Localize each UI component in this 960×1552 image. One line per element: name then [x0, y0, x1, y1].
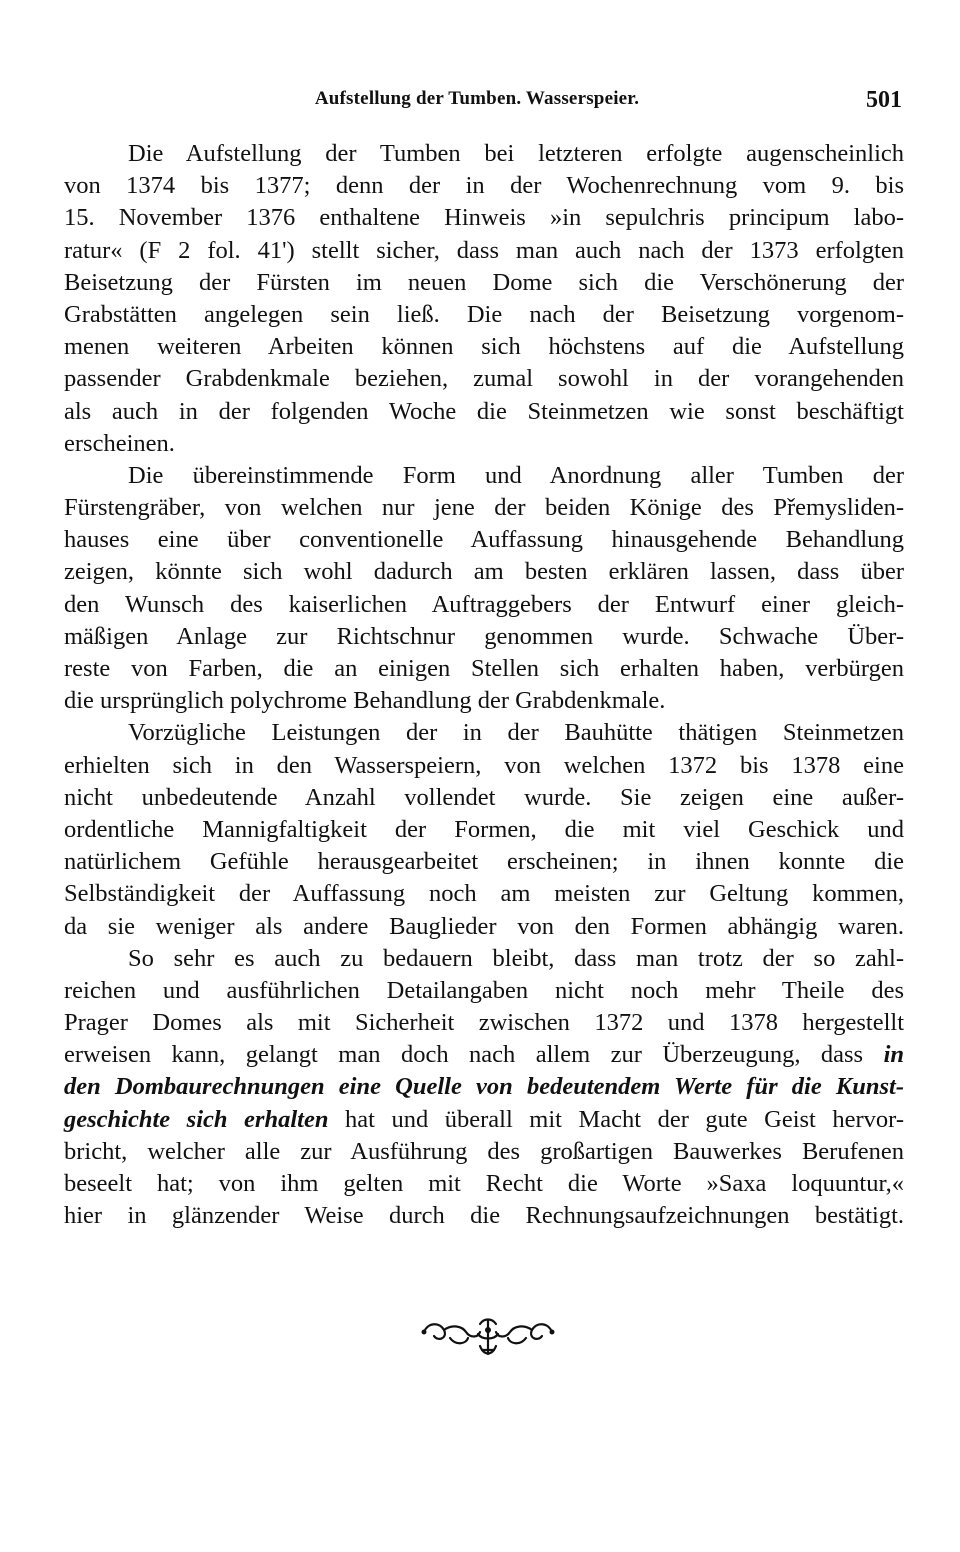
text-line: reste von Farben, die an einigen Stellen sich erhalten haben, verbürgen [64, 655, 904, 682]
text-line: 15. November 1376 enthaltene Hinweis »in sepulchris principum labo- [64, 204, 904, 232]
text-line: Selbständigkeit der Auffassung noch am meisten zur Geltung kommen, [64, 880, 904, 908]
text-line [64, 1039, 904, 1071]
text-run: hat und überall mit Macht der gute Geist hervor- [328, 1105, 904, 1133]
text-line: natürlichem Gefühle herausgearbeitet erscheinen; in ihnen konnte die [64, 848, 904, 876]
text-line: menen weiteren Arbeiten können sich höchstens auf die Aufstellung [64, 333, 904, 361]
text-line: hauses eine über conventionelle Auffassung hinausgehende Behandlung [64, 526, 904, 554]
text-line: erscheinen. [64, 429, 175, 457]
text-line [64, 1104, 904, 1136]
text-line: Prager Domes als mit Sicherheit zwischen 1372 und 1378 hergestellt [64, 1009, 904, 1037]
page-number: 501 [866, 87, 902, 113]
text-line: ordentliche Mannigfaltigkeit der Formen, die mit viel Geschick und [64, 815, 904, 843]
text-line: passender Grabdenkmale beziehen, zumal sowohl in der vorangehenden [64, 365, 904, 393]
text-line: da sie weniger als andere Bauglieder von den Formen abhängig waren. [64, 912, 904, 940]
text-line: hier in glänzender Weise durch die Rechnungsaufzeichnungen bestätigt. [64, 1202, 904, 1230]
text-line: nicht unbedeutende Anzahl vollendet wurde. Sie zeigen eine außer- [64, 783, 904, 811]
running-header [64, 88, 902, 118]
text-line: So sehr es auch zu bedauern bleibt, dass man trotz der so zahl- [128, 944, 904, 972]
text-run: erweisen kann, gelangt man doch nach allem zur Überzeugung, dass [64, 1041, 884, 1069]
text-line: Beisetzung der Fürsten im neuen Dome sich die Verschönerung der [64, 268, 904, 296]
text-line: zeigen, könnte sich wohl dadurch am besten erklären lassen, dass über [64, 558, 904, 586]
text-line: Vorzügliche Leistungen der in der Bauhütte thätigen Steinmetzen [128, 719, 904, 747]
text-line: reichen und ausführlichen Detailangaben nicht noch mehr Theile des [64, 976, 904, 1004]
text-line: den Wunsch des kaiserlichen Auftraggebers der Entwurf einer gleich- [64, 590, 904, 618]
text-line: Grabstätten angelegen sein ließ. Die nach der Beisetzung vorgenom- [64, 300, 904, 328]
emphasis-line: den Dombaurechnungen eine Quelle von bedeutendem Werte für die Kunst- [64, 1073, 904, 1101]
text-line: als auch in der folgenden Woche die Steinmetzen wie sonst beschäftigt [64, 397, 904, 425]
running-title: Aufstellung der Tumben. Wasserspeier. [314, 88, 640, 109]
body-text [64, 138, 904, 1232]
emphasis-run: in [883, 1041, 904, 1069]
text-line: erhielten sich in den Wasserspeiern, von welchen 1372 bis 1378 eine [64, 751, 904, 779]
text-line: Die übereinstimmende Form und Anordnung aller Tumben der [128, 461, 904, 489]
fleuron-icon [420, 1310, 556, 1362]
emphasis-run: geschichte sich erhalten [64, 1105, 329, 1133]
text-line: beseelt hat; von ihm gelten mit Recht die Worte »Saxa loquuntur,« [64, 1170, 904, 1197]
text-line: mäßigen Anlage zur Richtschnur genommen wurde. Schwache Über- [64, 622, 904, 650]
text-line: Fürstengräber, von welchen nur jene der beiden Könige des Přemysliden- [64, 494, 904, 522]
text-line: ratur« (F 2 fol. 41') stellt sicher, dass man auch nach der 1373 erfolgten [64, 236, 904, 264]
text-line: von 1374 bis 1377; denn der in der Wochenrechnung vom 9. bis [64, 172, 904, 200]
text-line: bricht, welcher alle zur Ausführung des großartigen Bauwerkes Berufenen [64, 1137, 904, 1165]
text-line: Die Aufstellung der Tumben bei letzteren erfolgte augenscheinlich [128, 140, 904, 167]
text-line: die ursprünglich polychrome Behandlung der Grabdenkmale. [64, 687, 666, 715]
